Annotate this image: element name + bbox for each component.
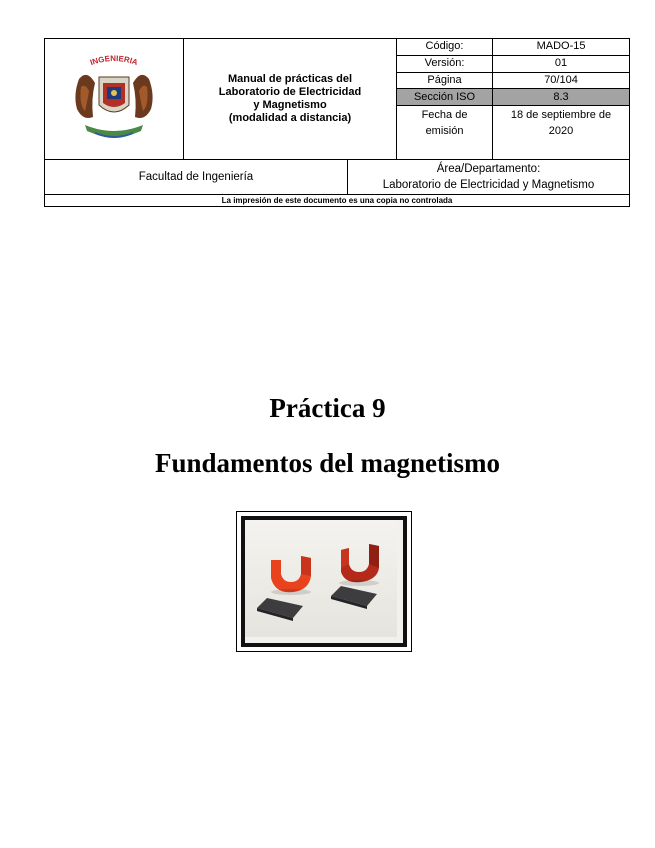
manual-title-line: Laboratorio de Electricidad [218, 86, 362, 98]
document-header-table [44, 38, 630, 207]
faculty-logo-cell [45, 39, 184, 160]
manual-title-line: Manual de prácticas del [227, 73, 353, 85]
fecha-emision-label [397, 106, 493, 160]
magnets-illustration [245, 520, 397, 637]
practice-number-title: Práctica 9 [269, 393, 386, 423]
area-value: Laboratorio de Electricidad y Magnetismo [382, 179, 595, 191]
pagina-label: Página [397, 72, 493, 89]
fecha-label-line: Fecha de [421, 109, 468, 122]
area-cell [348, 160, 630, 195]
magnets-photo [241, 516, 407, 647]
area-label: Área/Departamento: [436, 163, 541, 175]
fecha-value-line: 18 de septiembre de [510, 109, 612, 122]
facultad-cell: Facultad de Ingeniería [45, 160, 348, 195]
manual-title-line: y Magnetismo [253, 99, 327, 111]
codigo-label: Código: [397, 39, 493, 56]
fecha-emision-value [493, 106, 630, 160]
manual-title [184, 39, 397, 160]
pagina-value: 70/104 [493, 72, 630, 89]
codigo-value: MADO-15 [493, 39, 630, 56]
seccion-iso-label: Sección ISO [397, 89, 493, 106]
unam-engineering-logo [45, 39, 184, 156]
version-value: 01 [493, 55, 630, 72]
magnets-photo-frame [236, 511, 412, 652]
copy-notice: La impresión de este documento es una copia no controlada [45, 195, 630, 207]
practice-subject-title: Fundamentos del magnetismo [154, 448, 500, 478]
version-label: Versión: [397, 55, 493, 72]
manual-title-line: (modalidad a distancia) [228, 112, 352, 124]
seccion-iso-value: 8.3 [493, 89, 630, 106]
fecha-label-line: emisión [425, 125, 464, 138]
svg-text:INGENIERIA: INGENIERIA [88, 53, 139, 68]
fecha-value-line: 2020 [548, 125, 574, 138]
